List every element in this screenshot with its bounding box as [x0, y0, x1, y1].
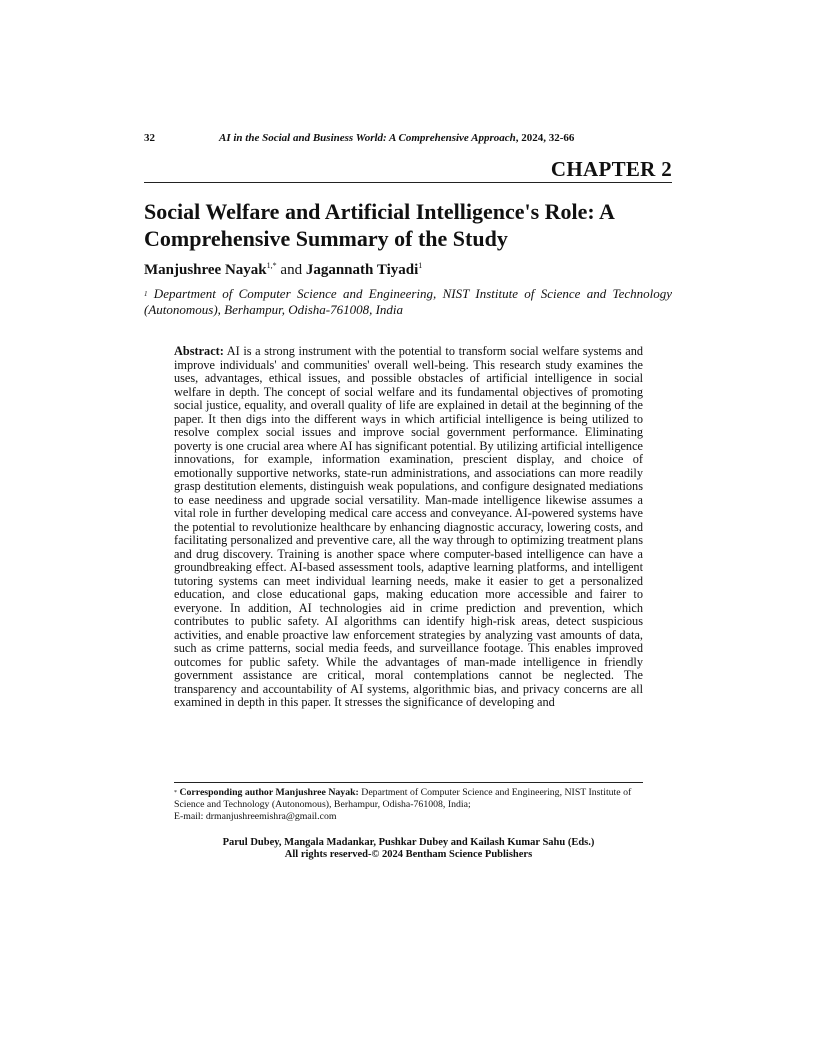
author-1-name: Manjushree Nayak [144, 262, 267, 278]
abstract-label: Abstract: [174, 344, 224, 358]
footnote [174, 787, 649, 823]
copyright-line: All rights reserved-© 2024 Bentham Science Publishers [284, 849, 533, 860]
editors-block [174, 837, 643, 861]
chapter-label: CHAPTER 2 [550, 157, 672, 181]
author-1-sup: 1,* [266, 261, 277, 270]
author-conjunction: and [276, 262, 306, 278]
running-head [219, 132, 574, 144]
paper-title: Social Welfare and Artificial Intelligence's Role: A Comprehensive Summary of the Study [144, 199, 614, 251]
author-line [144, 262, 422, 279]
footnote-text: Department of Computer Science and Engineering, NIST Institute of Science and Technology (Autonomous), Berhampur, Odisha-761008, India; [174, 787, 632, 810]
chapter-rule [144, 182, 672, 183]
footnote-email: E-mail: drmanjushreemishra@gmail.com [174, 811, 337, 822]
page-number: 32 [144, 132, 155, 144]
affiliation-sup: 1 [144, 290, 148, 298]
abstract [174, 345, 643, 710]
editors-line: Parul Dubey, Mangala Madankar, Pushkar Dubey and Kailash Kumar Sahu (Eds.) [222, 837, 595, 848]
affiliation-text: Department of Computer Science and Engineering, NIST Institute of Science and Technology (Autonomous), Berhampur, Odisha-761008, India [144, 286, 672, 317]
author-2-sup: 1 [418, 261, 423, 270]
footnote-rule [174, 782, 643, 783]
footnote-label: Corresponding author Manjushree Nayak: [177, 787, 359, 798]
running-header [144, 132, 672, 148]
book-title: AI in the Social and Business World: A Comprehensive Approach [219, 132, 516, 144]
footnote-sup: * [174, 790, 177, 796]
author-2-name: Jagannath Tiyadi [305, 262, 419, 278]
book-suffix: , 2024, 32-66 [515, 132, 575, 144]
abstract-text: AI is a strong instrument with the potential to transform social welfare systems and improve individuals' and communities' overall well-being. This research study examines the uses, advantages, ethical issues, and possible obstacles of artificial intelligence in social welfare in depth. The concept of social welfare and its fundamental objectives of promoting social justice, equality, and overall quality of life are explained in detail at the beginning of the paper. It then digs into the different ways in which artificial intelligence is being utilized to resolve complex social issues and improve social government performance. Eliminating poverty is one crucial area where AI has significant potential. By utilizing artificial intelligence innovations, for example, information examination, prescient display, and choice of emotionally supportive networks, state-run administrations, and associations can more readily grasp destitution elements, distinguish weak populations, and configure designated mediations to ease neediness and upgrade social versatility. Man-made intelligence likewise assumes a vital role in further developing medical care access and conveyance. AI-powered systems have the potential to revolutionize healthcare by enhancing diagnostic accuracy, lowering costs, and facilitating personalized and preventive care, all the way through to optimizing treatment plans and drug discovery. Training is another space where computer-based intelligence can have a groundbreaking effect. AI-based assessment tools, adaptive learning platforms, and intelligent tutoring systems can meet individual learning needs, make it easier to get a personalized education, and close educational gaps, making education more accessible and fairer to everyone. In addition, AI technologies aid in crime prediction and prevention, which contributes to public safety. AI algorithms can identify high-risk areas, detect suspicious activities, and enable proactive law enforcement strategies by analyzing vast amounts of data, such as crime patterns, social media feeds, and surveillance footage. This enables improved outcomes for public safety. While the advantages of man-made intelligence in friendly government assistance are critical, moral contemplations cannot be neglected. The transparency and accountability of AI systems, algorithmic bias, and privacy concerns are all examined in depth in this paper. It stresses the significance of developing and [174, 344, 643, 709]
affiliation [144, 286, 672, 318]
